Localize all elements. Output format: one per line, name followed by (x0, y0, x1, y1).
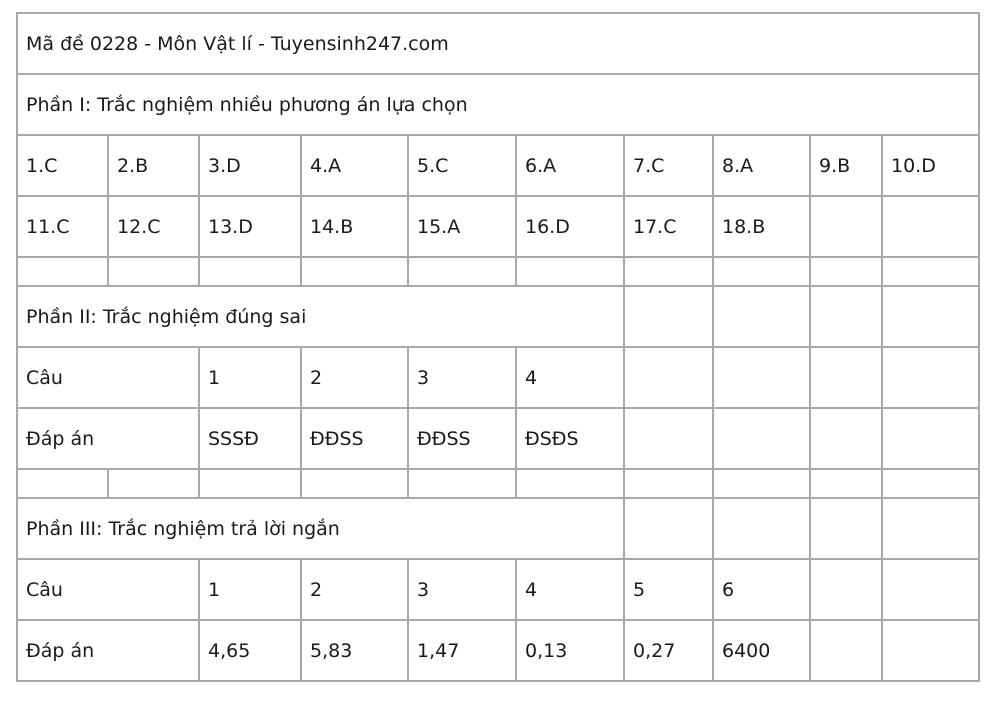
answer-cell: 10.D (882, 135, 979, 196)
empty-cell (713, 408, 810, 469)
part3-answer-row (17, 620, 979, 681)
part1-answers-row-1 (17, 135, 979, 196)
empty-cell (108, 257, 199, 286)
answer-cell: 12.C (108, 196, 199, 257)
title-row (17, 13, 979, 74)
empty-cell (882, 498, 979, 559)
answer-cell: 14.B (301, 196, 408, 257)
question-number: 2 (301, 559, 408, 620)
answer-cell: 8.A (713, 135, 810, 196)
part2-question-row (17, 347, 979, 408)
answer-cell: 7.C (624, 135, 713, 196)
answer-cell: 4.A (301, 135, 408, 196)
empty-cell (882, 408, 979, 469)
empty-cell (882, 620, 979, 681)
empty-cell (624, 408, 713, 469)
empty-cell (810, 408, 882, 469)
empty-cell (624, 347, 713, 408)
answer-cell: 5.C (408, 135, 516, 196)
question-label: Câu (17, 347, 199, 408)
empty-cell (17, 257, 108, 286)
empty-cell (713, 347, 810, 408)
part1-answers-row-2 (17, 196, 979, 257)
empty-cell (810, 620, 882, 681)
empty-cell (408, 469, 516, 498)
empty-cell (17, 469, 108, 498)
empty-cell (516, 469, 624, 498)
empty-cell (882, 469, 979, 498)
answer-cell: 6400 (713, 620, 810, 681)
answer-cell: ĐĐSS (408, 408, 516, 469)
empty-cell (199, 469, 301, 498)
question-number: 4 (516, 347, 624, 408)
answer-cell: 4,65 (199, 620, 301, 681)
answer-cell (882, 196, 979, 257)
empty-cell (301, 257, 408, 286)
answer-label: Đáp án (17, 408, 199, 469)
empty-cell (810, 286, 882, 347)
answer-cell: 0,27 (624, 620, 713, 681)
question-number: 1 (199, 347, 301, 408)
part1-heading-row (17, 74, 979, 135)
answer-cell: 1,47 (408, 620, 516, 681)
empty-cell (624, 286, 713, 347)
empty-cell (810, 257, 882, 286)
question-number: 1 (199, 559, 301, 620)
part2-heading: Phần II: Trắc nghiệm đúng sai (17, 286, 624, 347)
empty-cell (882, 347, 979, 408)
answer-cell: 13.D (199, 196, 301, 257)
answer-cell: 18.B (713, 196, 810, 257)
empty-cell (882, 559, 979, 620)
empty-cell (810, 469, 882, 498)
answer-cell: 5,83 (301, 620, 408, 681)
answer-cell: 9.B (810, 135, 882, 196)
empty-cell (301, 469, 408, 498)
question-number: 4 (516, 559, 624, 620)
answer-cell: 3.D (199, 135, 301, 196)
part3-heading: Phần III: Trắc nghiệm trả lời ngắn (17, 498, 624, 559)
answer-cell: ĐĐSS (301, 408, 408, 469)
empty-cell (810, 347, 882, 408)
question-label: Câu (17, 559, 199, 620)
empty-cell (810, 559, 882, 620)
answer-key-table (16, 12, 980, 682)
empty-cell (810, 498, 882, 559)
question-number: 3 (408, 347, 516, 408)
spacer-row (17, 469, 979, 498)
spacer-row (17, 257, 979, 286)
empty-cell (516, 257, 624, 286)
question-number: 6 (713, 559, 810, 620)
empty-cell (882, 257, 979, 286)
empty-cell (624, 257, 713, 286)
answer-cell: 17.C (624, 196, 713, 257)
question-number: 2 (301, 347, 408, 408)
answer-cell: ĐSĐS (516, 408, 624, 469)
empty-cell (713, 469, 810, 498)
answer-cell: 0,13 (516, 620, 624, 681)
question-number: 3 (408, 559, 516, 620)
empty-cell (713, 257, 810, 286)
answer-cell: 11.C (17, 196, 108, 257)
part3-question-row (17, 559, 979, 620)
part3-heading-row (17, 498, 979, 559)
answer-label: Đáp án (17, 620, 199, 681)
empty-cell (199, 257, 301, 286)
empty-cell (713, 498, 810, 559)
answer-cell: 15.A (408, 196, 516, 257)
empty-cell (624, 469, 713, 498)
part2-answer-row (17, 408, 979, 469)
answer-cell (810, 196, 882, 257)
part1-heading: Phần I: Trắc nghiệm nhiều phương án lựa chọn (17, 74, 979, 135)
answer-cell: 16.D (516, 196, 624, 257)
empty-cell (713, 286, 810, 347)
part2-heading-row (17, 286, 979, 347)
empty-cell (108, 469, 199, 498)
answer-cell: 2.B (108, 135, 199, 196)
answer-cell: 6.A (516, 135, 624, 196)
empty-cell (882, 286, 979, 347)
question-number: 5 (624, 559, 713, 620)
answer-cell: SSSĐ (199, 408, 301, 469)
page-title: Mã đề 0228 - Môn Vật lí - Tuyensinh247.com (17, 13, 979, 74)
empty-cell (624, 498, 713, 559)
answer-cell: 1.C (17, 135, 108, 196)
empty-cell (408, 257, 516, 286)
